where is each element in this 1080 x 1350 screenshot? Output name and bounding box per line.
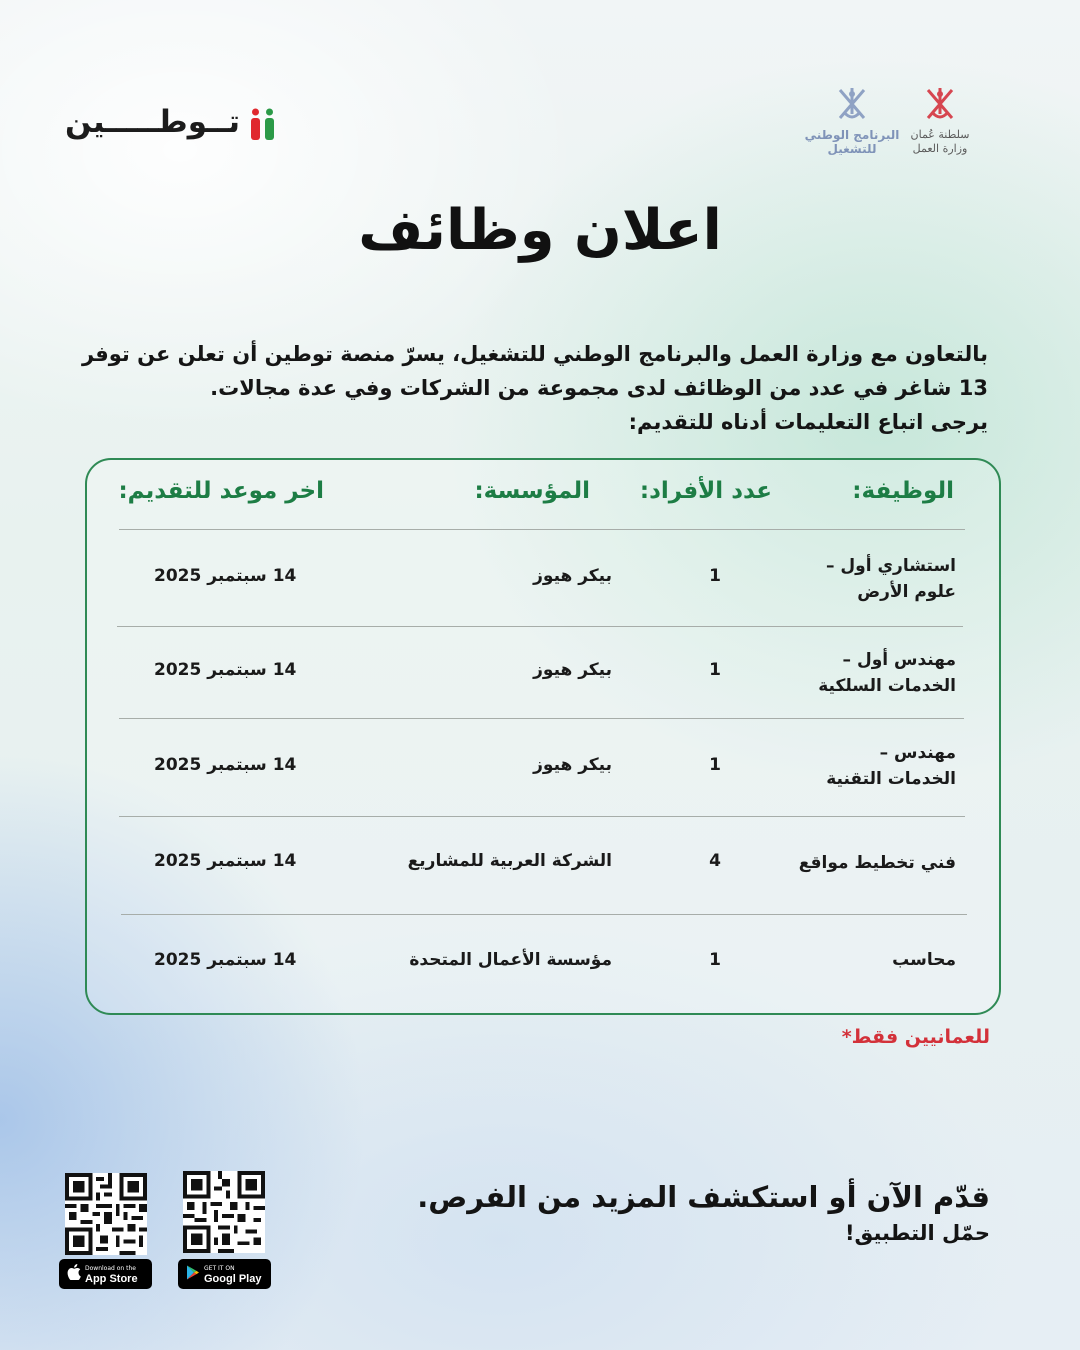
table-divider — [119, 816, 965, 817]
apple-icon — [63, 1264, 85, 1284]
job-line: علوم الأرض — [857, 582, 956, 602]
table-row-1-job — [826, 553, 956, 605]
app-store-qr-code[interactable] — [65, 1173, 147, 1255]
header-deadline: اخر موعد للتقديم: — [118, 478, 324, 504]
intro-paragraph — [81, 337, 988, 439]
program-line-1: البرنامج الوطني — [804, 128, 900, 142]
job-line: مهندس أول – — [842, 650, 956, 670]
google-play-icon — [182, 1265, 204, 1284]
cta-headline: قدّم الآن أو استكشف المزيد من الفرص. — [417, 1180, 990, 1214]
ministry-line-1: سلطنة عُمان — [910, 128, 970, 141]
intro-line-3: يرجى اتباع التعليمات أدناه للتقديم: — [628, 410, 988, 434]
table-row-1-count: 1 — [709, 566, 721, 586]
brand-name: تــوطـــــين — [65, 104, 240, 140]
intro-line-1: بالتعاون مع وزارة العمل والبرنامج الوطني للتشغيل، يسرّ منصة توطين أن تعلن عن توفر — [81, 342, 988, 366]
table-row-3-job — [826, 740, 956, 792]
google-play-big: Googl Play — [204, 1273, 262, 1285]
jobs-table — [85, 458, 1001, 1015]
page-title: اعلان وظائف — [358, 198, 722, 263]
table-row-3-deadline: 14 سبتمبر 2025 — [154, 755, 297, 775]
oman-emblem-icon — [920, 84, 960, 124]
table-row-4-job — [799, 850, 956, 876]
table-row-3-count: 1 — [709, 755, 721, 775]
omanis-only-note: للعمانيين فقط* — [841, 1026, 990, 1048]
table-divider — [119, 718, 964, 719]
job-line: مهندس – — [879, 743, 956, 763]
table-divider — [119, 529, 965, 530]
app-store-badge[interactable] — [59, 1259, 152, 1289]
app-store-big: App Store — [85, 1273, 138, 1285]
table-row-4-organization: الشركة العربية للمشاريع — [407, 851, 612, 871]
table-row-4-count: 4 — [709, 851, 721, 871]
table-row-4-deadline: 14 سبتمبر 2025 — [154, 851, 297, 871]
header-job: الوظيفة: — [852, 478, 954, 504]
google-play-badge[interactable] — [178, 1259, 271, 1289]
tawteen-logo-icon — [248, 108, 278, 142]
table-row-5-job — [892, 947, 956, 973]
table-row-1-deadline: 14 سبتمبر 2025 — [154, 566, 297, 586]
table-row-1-organization: بيكر هيوز — [533, 566, 612, 586]
tawteen-logo — [65, 104, 278, 148]
program-emblem-icon — [832, 84, 872, 124]
table-row-5-deadline: 14 سبتمبر 2025 — [154, 950, 297, 970]
ministry-of-labour-logo — [904, 84, 976, 162]
header-organization: المؤسسة: — [474, 478, 590, 504]
table-row-2-deadline: 14 سبتمبر 2025 — [154, 660, 297, 680]
table-row-5-organization: مؤسسة الأعمال المتحدة — [409, 950, 612, 970]
ministry-line-2: وزارة العمل — [912, 142, 968, 155]
program-line-2: للتشغيل — [827, 142, 877, 156]
google-play-small: GET IT ON — [204, 1265, 235, 1272]
table-row-5-count: 1 — [709, 950, 721, 970]
national-employment-program-logo — [800, 84, 904, 162]
app-store-small: Download on the — [85, 1265, 136, 1272]
table-row-3-organization: بيكر هيوز — [533, 755, 612, 775]
cta-download-app: حمّل التطبيق! — [844, 1221, 990, 1245]
job-line: فني تخطيط مواقع — [798, 853, 956, 873]
table-row-2-job — [818, 647, 956, 699]
job-line: الخدمات التقنية — [826, 769, 956, 789]
google-play-qr-code[interactable] — [183, 1171, 265, 1253]
job-line: استشاري أول – — [825, 556, 956, 576]
table-row-2-count: 1 — [709, 660, 721, 680]
header-count: عدد الأفراد: — [639, 478, 772, 504]
intro-line-2: 13 شاغر في عدد من الوظائف لدى مجموعة من الشركات وفي عدة مجالات. — [210, 376, 988, 400]
table-row-2-organization: بيكر هيوز — [533, 660, 612, 680]
table-divider — [121, 914, 967, 915]
table-divider — [117, 626, 963, 627]
job-line: الخدمات السلكية — [818, 676, 956, 696]
job-line: محاسب — [892, 950, 956, 970]
